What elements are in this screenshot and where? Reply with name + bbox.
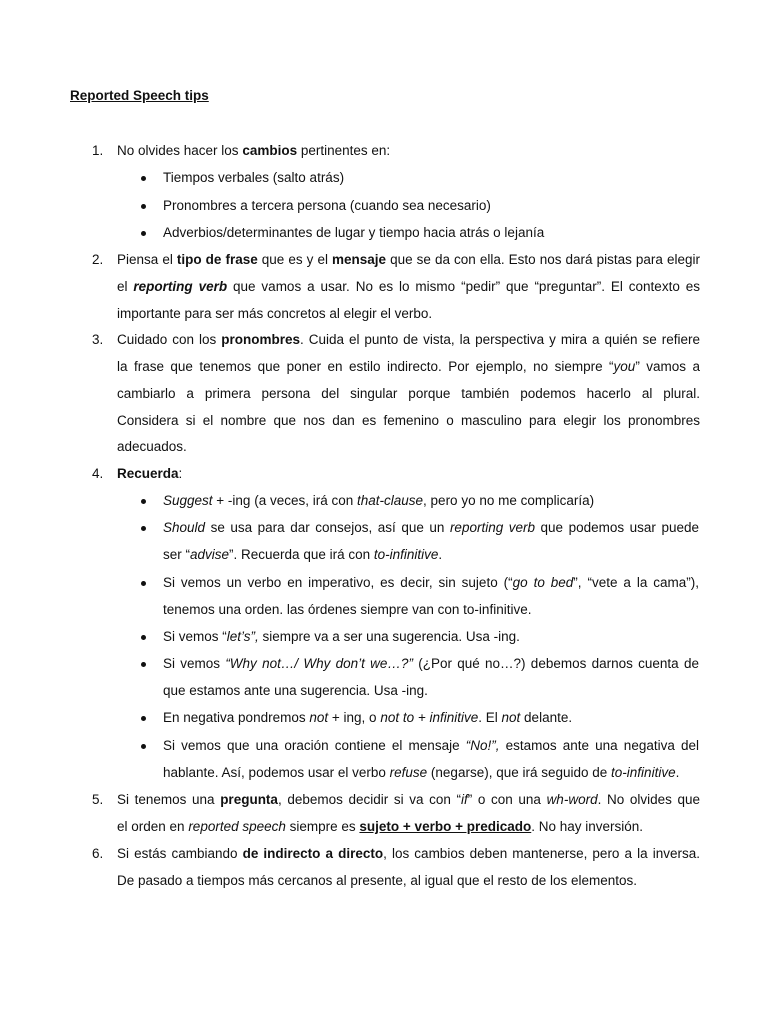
item-number: 5. bbox=[92, 792, 104, 807]
item-4-bullet-line-segment: tenemos una orden. las órdenes siempre van con to-infinitive. bbox=[163, 602, 532, 617]
item-5-line bbox=[117, 791, 700, 809]
item-3-line-segment: you bbox=[613, 359, 636, 374]
bullet-dot bbox=[141, 744, 146, 749]
item-4-bullet-line-segment: ”. Recuerda que irá con bbox=[229, 547, 374, 562]
item-4-bullet-line-segment: . bbox=[438, 547, 443, 562]
item-4-bullet-line bbox=[163, 546, 442, 564]
item-2-line-segment: tipo de frase bbox=[176, 252, 258, 267]
item-4-bullet-line bbox=[163, 492, 594, 510]
item-4-bullet-line-segment: to-infinitive bbox=[373, 547, 439, 562]
item-4-bullet-line bbox=[163, 601, 531, 619]
item-number: 3. bbox=[92, 332, 104, 347]
item-4-bullet-line bbox=[163, 737, 699, 755]
item-4-bullet-line-segment: estamos ante una negativa del bbox=[499, 738, 699, 753]
item-3-line-segment: la frase que tenemos que poner en estilo indirecto. Por ejemplo, no siempre “ bbox=[117, 359, 614, 374]
item-4-bullet-line bbox=[163, 574, 699, 592]
item-1-bullet bbox=[163, 224, 544, 242]
item-3-line bbox=[117, 358, 700, 376]
item-6-line-segment: De pasado a tiempos más cercanos al presente, al igual que el resto de los elementos. bbox=[117, 873, 638, 888]
item-5-line-segment: if bbox=[461, 792, 468, 807]
bullet-dot bbox=[141, 526, 146, 531]
item-4-bullet-line-segment: go to bed bbox=[512, 575, 574, 590]
item-4-bullet-line bbox=[163, 519, 699, 537]
item-1-text-segment: cambios bbox=[242, 143, 298, 158]
item-4-text bbox=[117, 465, 182, 483]
item-4-bullet-line-segment: to-infinitive bbox=[611, 765, 676, 780]
item-5-line-segment: pregunta bbox=[220, 792, 278, 807]
item-5-line-segment: siempre es bbox=[285, 819, 360, 834]
bullet-dot bbox=[141, 581, 146, 586]
bullet-dot bbox=[141, 499, 146, 504]
item-1-bullet-segment: Pronombres a tercera persona (cuando sea necesario) bbox=[163, 198, 491, 213]
item-3-line-segment: Considera si el nombre que nos dan es femenino o masculino para elegir los pronombres bbox=[117, 413, 700, 428]
item-4-bullet-line bbox=[163, 628, 520, 646]
item-4-bullet-line-segment: . El bbox=[478, 710, 502, 725]
item-2-line-segment: que vamos a usar. No es lo mismo “pedir” que “preguntar”. El contexto es bbox=[227, 279, 700, 294]
item-4-bullet-line-segment: + ing, o bbox=[328, 710, 381, 725]
item-4-bullet-line bbox=[163, 655, 699, 673]
item-3-line bbox=[117, 331, 700, 349]
bullet-dot bbox=[141, 231, 146, 236]
item-2-line-segment: importante para ser más concretos al elegir el verbo. bbox=[117, 306, 433, 321]
item-2-line bbox=[117, 251, 700, 269]
item-5-line-segment: . No hay inversión. bbox=[531, 819, 644, 834]
item-5-line-segment: el orden en bbox=[117, 819, 189, 834]
item-2-line bbox=[117, 278, 700, 296]
item-1-text bbox=[117, 142, 390, 160]
item-4-bullet-line-segment: Si vemos un verbo en imperativo, es decir, sin sujeto (“ bbox=[163, 575, 513, 590]
item-2-line-segment: que es y el bbox=[257, 252, 332, 267]
item-4-bullet-line-segment: siempre va a ser una sugerencia. Usa -ing. bbox=[258, 629, 520, 644]
bullet-dot bbox=[141, 716, 146, 721]
item-5-line-segment: , debemos decidir si va con “ bbox=[277, 792, 462, 807]
item-2-line-segment: que se da con ella. Esto nos dará pistas para elegir bbox=[386, 252, 700, 267]
item-4-bullet-line-segment: that-clause bbox=[357, 493, 424, 508]
item-5-line-segment: reported speech bbox=[188, 819, 286, 834]
item-6-line-segment: , los cambios deben mantenerse, pero a la inversa. bbox=[383, 846, 700, 861]
item-4-bullet-line bbox=[163, 709, 572, 727]
item-4-bullet-line-segment: (negarse), que irá seguido de bbox=[427, 765, 612, 780]
item-4-bullet-line bbox=[163, 764, 679, 782]
item-4-bullet-line-segment: que podemos usar puede bbox=[535, 520, 699, 535]
item-3-line bbox=[117, 385, 700, 403]
item-number: 4. bbox=[92, 466, 104, 481]
item-number: 2. bbox=[92, 252, 104, 267]
item-2-line-segment: reporting verb bbox=[133, 279, 228, 294]
item-4-bullet-line-segment: . bbox=[675, 765, 680, 780]
item-5-line bbox=[117, 818, 643, 836]
item-2-line-segment: mensaje bbox=[332, 252, 387, 267]
item-2-line bbox=[117, 305, 432, 323]
item-4-bullet-line-segment: “No!”, bbox=[465, 738, 500, 753]
item-4-bullet-line-segment: advise bbox=[190, 547, 230, 562]
item-4-bullet-line-segment: ser “ bbox=[163, 547, 190, 562]
item-4-bullet-line-segment: not to + infinitive bbox=[380, 710, 479, 725]
item-4-bullet-line-segment: se usa para dar consejos, así que un bbox=[205, 520, 450, 535]
item-4-bullet-line-segment: Si vemos bbox=[163, 656, 226, 671]
item-5-line-segment: sujeto + verbo + predicado bbox=[359, 819, 532, 834]
item-5-line-segment: wh-word bbox=[546, 792, 598, 807]
item-number: 6. bbox=[92, 846, 104, 861]
bullet-dot bbox=[141, 635, 146, 640]
item-1-text-segment: pertinentes en: bbox=[297, 143, 391, 158]
item-5-line-segment: Si tenemos una bbox=[117, 792, 221, 807]
item-3-line-segment: pronombres bbox=[221, 332, 300, 347]
item-6-line bbox=[117, 845, 700, 863]
item-5-line-segment: . No olvides que bbox=[597, 792, 700, 807]
item-4-text-segment: Recuerda bbox=[117, 466, 179, 481]
item-1-bullet-segment: Adverbios/determinantes de lugar y tiempo hacia atrás o lejanía bbox=[163, 225, 545, 240]
item-2-line-segment: Piensa el bbox=[117, 252, 177, 267]
item-4-bullet-line-segment: , pero yo no me complicaría) bbox=[423, 493, 595, 508]
item-3-line-segment: Cuidado con los bbox=[117, 332, 222, 347]
item-3-line-segment: . Cuida el punto de vista, la perspectiva y mira a quién se refiere bbox=[299, 332, 700, 347]
item-1-text-segment: No olvides hacer los bbox=[117, 143, 243, 158]
item-4-bullet-line-segment: En negativa pondremos bbox=[163, 710, 310, 725]
item-4-bullet-line-segment: Suggest bbox=[163, 493, 213, 508]
item-4-bullet-line-segment: + -ing (a veces, irá con bbox=[212, 493, 357, 508]
item-3-line-segment: adecuados. bbox=[117, 439, 187, 454]
bullet-dot bbox=[141, 662, 146, 667]
item-3-line-segment: cambiarlo a primera persona del singular porque también podemos hacerlo al plural. bbox=[117, 386, 700, 401]
page-title: Reported Speech tips bbox=[70, 88, 209, 103]
item-4-bullet-line-segment: Should bbox=[163, 520, 206, 535]
item-4-bullet-line-segment: let’s”, bbox=[226, 629, 259, 644]
item-6-line bbox=[117, 872, 637, 890]
item-3-line bbox=[117, 412, 700, 430]
item-4-text-segment: : bbox=[178, 466, 183, 481]
item-3-line-segment: ” vamos a bbox=[635, 359, 700, 374]
item-4-bullet-line-segment: (¿Por qué no…?) debemos darnos cuenta de bbox=[412, 656, 699, 671]
item-4-bullet-line-segment: refuse bbox=[389, 765, 428, 780]
item-6-line-segment: Si estás cambiando bbox=[117, 846, 243, 861]
item-4-bullet-line-segment: delante. bbox=[520, 710, 573, 725]
item-4-bullet-line-segment: not bbox=[501, 710, 521, 725]
item-4-bullet-line-segment: Si vemos que una oración contiene el mensaje bbox=[163, 738, 466, 753]
bullet-dot bbox=[141, 204, 146, 209]
item-2-line-segment: el bbox=[117, 279, 134, 294]
item-1-bullet bbox=[163, 197, 491, 215]
item-4-bullet-line-segment: “Why not…/ Why don’t we…?” bbox=[225, 656, 413, 671]
item-4-bullet-line bbox=[163, 682, 428, 700]
item-1-bullet-segment: Tiempos verbales (salto atrás) bbox=[163, 170, 345, 185]
item-4-bullet-line-segment: reporting verb bbox=[449, 520, 536, 535]
item-4-bullet-line-segment: not bbox=[309, 710, 329, 725]
item-6-line-segment: de indirecto a directo bbox=[242, 846, 384, 861]
item-number: 1. bbox=[92, 143, 104, 158]
item-4-bullet-line-segment: ”, “vete a la cama”), bbox=[573, 575, 699, 590]
item-4-bullet-line-segment: Si vemos “ bbox=[163, 629, 227, 644]
item-4-bullet-line-segment: hablante. Así, podemos usar el verbo bbox=[163, 765, 390, 780]
item-4-bullet-line-segment: que estamos ante una sugerencia. Usa -ing. bbox=[163, 683, 428, 698]
bullet-dot bbox=[141, 176, 146, 181]
item-3-line bbox=[117, 438, 187, 456]
item-5-line-segment: ” o con una bbox=[467, 792, 547, 807]
item-1-bullet bbox=[163, 169, 344, 187]
